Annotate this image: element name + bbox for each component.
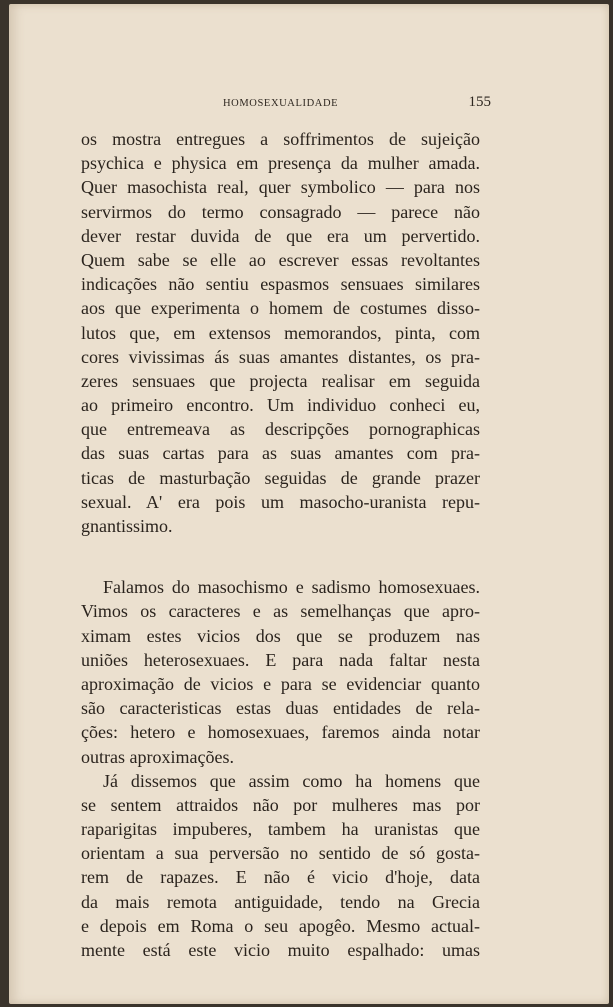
text-line: e depois em Roma o seu apogêo. Mesmo actual- bbox=[81, 915, 480, 936]
text-line: psychica e physica em presença da mulher amada. bbox=[81, 153, 480, 174]
paragraph-2 bbox=[81, 575, 480, 769]
text-line: das suas cartas para as suas amantes com pra- bbox=[81, 443, 480, 464]
text-line: uniões heterosexuaes. E para nada faltar nesta bbox=[81, 649, 480, 670]
paragraph-1 bbox=[81, 127, 480, 538]
text-line: dever restar duvida de que era um pervertido. bbox=[81, 225, 480, 246]
text-line: zeres sensuaes que projecta realisar em seguida bbox=[81, 370, 480, 391]
text-line: aproximação de vicios e para se evidenciar quanto bbox=[81, 673, 480, 694]
text-line: Quer masochista real, quer symbolico — para nos bbox=[81, 177, 480, 198]
text-line: ticas de masturbação seguidas de grande prazer bbox=[81, 467, 480, 488]
text-line: são caracteristicas estas duas entidades de rela- bbox=[81, 698, 480, 719]
text-line: aos que experimenta o homem de costumes disso- bbox=[81, 298, 480, 319]
running-title: HOMOSEXUALIDADE bbox=[223, 98, 339, 109]
page-number: 155 bbox=[468, 94, 491, 110]
text-line: raparigitas impuberes, tambem ha uranistas que bbox=[81, 819, 480, 840]
text-line: indicações não sentiu espasmos sensuaes similares bbox=[81, 274, 480, 295]
text-line: da mais remota antiguidade, tendo na Grecia bbox=[81, 891, 480, 912]
body-text bbox=[81, 127, 480, 962]
text-line: Falamos do masochismo e sadismo homosexuaes. bbox=[103, 577, 480, 598]
text-line: que entremeava as descripções pornographicas bbox=[81, 419, 480, 440]
text-line: se sentem attraidos não por mulheres mas por bbox=[81, 794, 480, 815]
text-line: Vimos os caracteres e as semelhanças que apro- bbox=[81, 601, 480, 622]
paragraph-3 bbox=[81, 769, 480, 963]
text-line: orientam a sua perversão no sentido de só gosta- bbox=[81, 843, 480, 864]
text-line: lutos que, em extensos memorandos, pinta, com bbox=[81, 322, 480, 343]
text-line: ximam estes vicios dos que se produzem nas bbox=[81, 625, 480, 646]
text-line: sexual. A' era pois um masocho-uranista repu- bbox=[81, 491, 480, 512]
text-line: outras aproximações. bbox=[81, 746, 234, 767]
page-header bbox=[81, 92, 491, 116]
book-page bbox=[9, 4, 609, 1004]
text-line: gnantissimo. bbox=[81, 516, 173, 536]
text-line: rem de rapazes. E não é vicio d'hoje, data bbox=[81, 867, 480, 888]
paragraph-gap bbox=[81, 538, 480, 575]
text-line: Quem sabe se elle ao escrever essas revoltantes bbox=[81, 249, 480, 270]
text-line: Já dissemos que assim como ha homens que bbox=[103, 770, 480, 791]
text-line: os mostra entregues a soffrimentos de sujeição bbox=[81, 129, 480, 149]
text-line: ao primeiro encontro. Um individuo conheci eu, bbox=[81, 395, 480, 416]
text-line: mente está este vicio muito espalhado: umas bbox=[81, 940, 480, 960]
text-line: cores vivissimas ás suas amantes distantes, os pra- bbox=[81, 346, 480, 367]
text-line: ções: hetero e homosexuaes, faremos ainda notar bbox=[81, 722, 480, 743]
text-line: servirmos do termo consagrado — parece não bbox=[81, 201, 480, 222]
